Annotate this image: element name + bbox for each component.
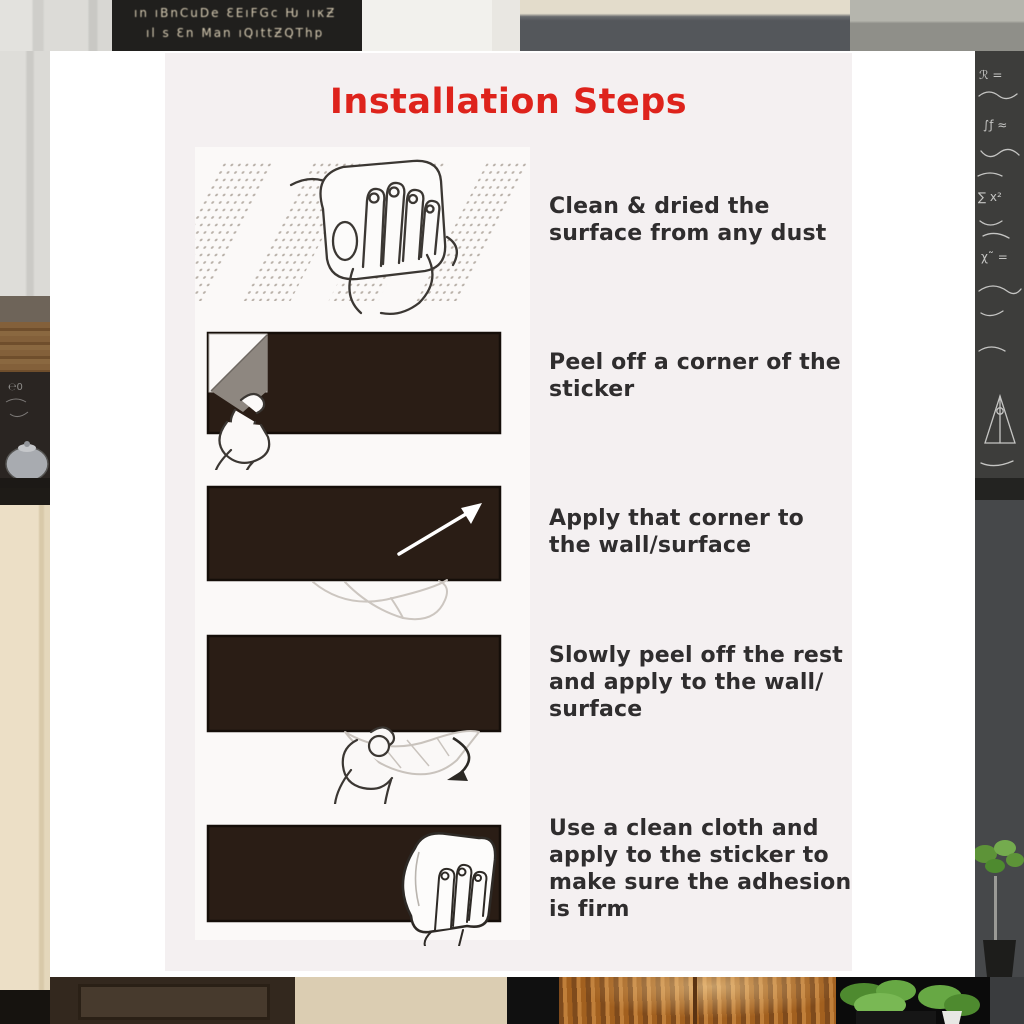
step4-line: surface bbox=[549, 697, 643, 722]
step3-line: the wall/surface bbox=[549, 533, 752, 558]
step2-illustration bbox=[195, 320, 530, 470]
step2-text bbox=[549, 349, 865, 403]
photo-wall-bottom-right bbox=[990, 977, 1024, 1024]
photo-shadow-left bbox=[0, 296, 50, 324]
svg-text:∫ƒ ≈: ∫ƒ ≈ bbox=[983, 118, 1008, 132]
photo-white-pillar bbox=[362, 0, 492, 52]
step5-text bbox=[549, 815, 865, 923]
step4-line: and apply to the wall/ bbox=[549, 670, 824, 695]
step2-line: sticker bbox=[549, 377, 635, 402]
photo-dark-wall-bottom bbox=[836, 977, 990, 1024]
step5-line: is firm bbox=[549, 897, 630, 922]
photo-wood-shelf-left bbox=[0, 322, 50, 374]
photo-plant-right bbox=[975, 840, 1024, 977]
photo-floor-dark-left bbox=[0, 990, 50, 1024]
step3-text bbox=[549, 505, 865, 559]
step1-illustration bbox=[195, 147, 530, 317]
svg-text:℮0: ℮0 bbox=[8, 382, 23, 393]
photo-cabinet-drawer bbox=[78, 984, 270, 1020]
bushes-icon bbox=[836, 977, 990, 1024]
photo-cabinet-top-right bbox=[850, 0, 1024, 52]
step4-text bbox=[549, 642, 865, 723]
peel-backing-hand-icon bbox=[195, 628, 530, 804]
photo-dark-gap-bottom bbox=[507, 977, 559, 1024]
step2-line: Peel off a corner of the bbox=[549, 350, 841, 375]
step5-line: Use a clean cloth and bbox=[549, 816, 819, 841]
chalk-text: ın ıBnCuDe ƐΕıFGc Ƕ ııκƵ bbox=[134, 6, 337, 20]
peel-corner-icon bbox=[195, 320, 530, 470]
step5-illustration bbox=[195, 818, 530, 946]
photo-range-hood bbox=[520, 0, 850, 52]
photo-dark-counter-left bbox=[0, 372, 50, 490]
step3-illustration bbox=[195, 480, 530, 625]
svg-text:χ˜ =: χ˜ = bbox=[981, 250, 1008, 264]
photo-shelf-right bbox=[975, 478, 1024, 502]
photo-shelf-edge-left bbox=[0, 488, 50, 506]
step5-line: apply to the sticker to bbox=[549, 843, 829, 868]
press-cloth-icon bbox=[195, 818, 530, 946]
photo-wall-left bbox=[0, 51, 50, 297]
apply-corner-arrow-icon bbox=[195, 480, 530, 625]
step4-illustration bbox=[195, 628, 530, 804]
step1-line: surface from any dust bbox=[549, 221, 827, 246]
chalk-formulas-icon bbox=[975, 51, 1024, 480]
svg-text:∑ x²: ∑ x² bbox=[978, 190, 1002, 204]
photo-cream-cabinet-left bbox=[0, 505, 50, 991]
step1-line: Clean & dried the bbox=[549, 194, 770, 219]
chalk-text: ıl s Ɛn Man ıQıttƵQThp bbox=[146, 26, 325, 40]
step5-line: make sure the adhesion bbox=[549, 870, 852, 895]
photo-beige-wall-bottom bbox=[295, 977, 507, 1024]
photo-formula-chalkboard bbox=[975, 51, 1024, 480]
photo-menu-chalkboard bbox=[112, 0, 362, 52]
photo-wall-gap bbox=[492, 0, 520, 52]
chalk-marks-icon bbox=[0, 372, 50, 490]
step4-line: Slowly peel off the rest bbox=[549, 643, 844, 668]
page-title: Installation Steps bbox=[329, 82, 688, 122]
photo-panel-divider bbox=[693, 977, 697, 1024]
hand-wiping-surface-icon bbox=[195, 147, 530, 317]
step3-line: Apply that corner to bbox=[549, 506, 804, 531]
step1-text bbox=[549, 193, 865, 247]
photo-carved-wood-panels bbox=[559, 977, 836, 1024]
svg-text:ℛ =: ℛ = bbox=[979, 68, 1003, 82]
plant-icon bbox=[975, 840, 1024, 977]
